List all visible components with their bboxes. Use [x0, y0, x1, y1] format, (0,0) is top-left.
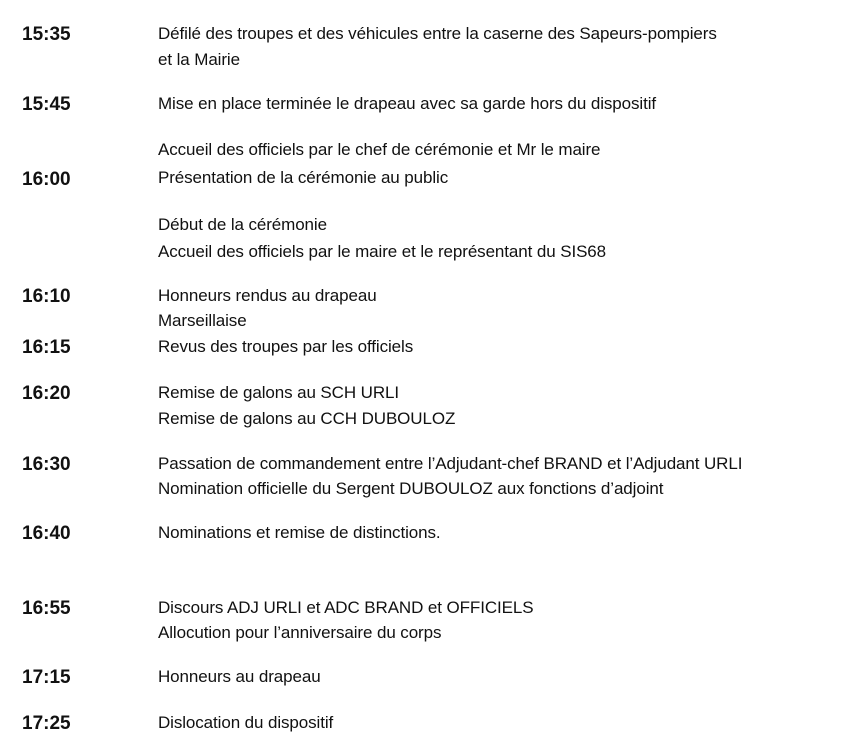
event-description: Accueil des officiels par le chef de cérémonie et Mr le maire [158, 140, 601, 159]
event-description: Allocution pour l’anniversaire du corps [158, 623, 442, 642]
event-description: Accueil des officiels par le maire et le représentant du SIS68 [158, 242, 607, 261]
event-description: Nominations et remise de distinctions. [158, 523, 441, 542]
time-label: 16:15 [22, 337, 71, 358]
event-description: Dislocation du dispositif [158, 713, 334, 732]
event-description: Honneurs rendus au drapeau [158, 286, 377, 305]
event-description: Honneurs au drapeau [158, 667, 321, 686]
event-description: Discours ADJ URLI et ADC BRAND et OFFICIELS [158, 598, 534, 617]
event-description: et la Mairie [158, 50, 240, 69]
time-label: 16:30 [22, 454, 71, 475]
event-description: Remise de galons au CCH DUBOULOZ [158, 409, 456, 428]
event-description: Début de la cérémonie [158, 215, 327, 234]
time-label: 15:35 [22, 24, 71, 45]
event-description: Revus des troupes par les officiels [158, 337, 414, 356]
time-label: 17:25 [22, 713, 71, 734]
time-label: 17:15 [22, 667, 71, 688]
time-label: 15:45 [22, 94, 71, 115]
time-label: 16:40 [22, 523, 71, 544]
event-description: Marseillaise [158, 311, 247, 330]
time-label: 16:10 [22, 286, 71, 307]
event-description: Mise en place terminée le drapeau avec sa garde hors du dispositif [158, 94, 657, 113]
event-description: Remise de galons au SCH URLI [158, 383, 399, 402]
event-description: Présentation de la cérémonie au public [158, 168, 449, 187]
time-label: 16:55 [22, 598, 71, 619]
event-description: Défilé des troupes et des véhicules entre la caserne des Sapeurs-pompiers [158, 24, 717, 43]
time-label: 16:00 [22, 169, 71, 190]
event-description: Passation de commandement entre l’Adjudant-chef BRAND et l’Adjudant URLI [158, 454, 743, 473]
event-description: Nomination officielle du Sergent DUBOULOZ aux fonctions d’adjoint [158, 479, 664, 498]
time-label: 16:20 [22, 383, 71, 404]
